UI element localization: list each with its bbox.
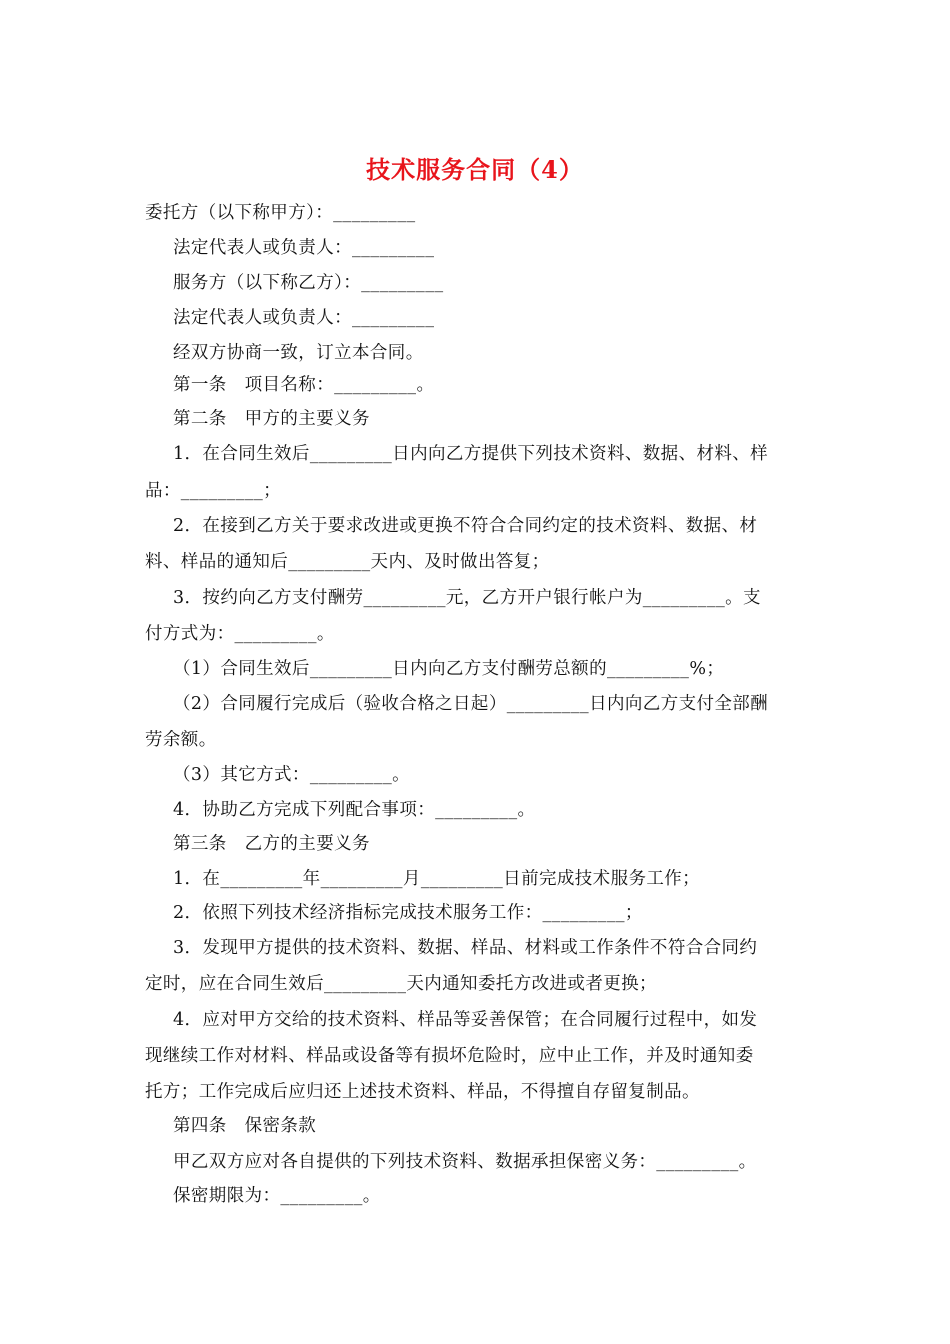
clause-line: 付方式为：_________。 <box>145 624 335 644</box>
clause-line: 定时，应在合同生效后_________天内通知委托方改进或者更换； <box>145 974 657 994</box>
document-title: 技术服务合同（4） <box>366 155 584 184</box>
clause-line: 4．协助乙方完成下列配合事项：_________。 <box>173 800 536 820</box>
clause-line: （3）其它方式：_________。 <box>173 765 411 785</box>
clause-line: 甲乙双方应对各自提供的下列技术资料、数据承担保密义务：_________。 <box>173 1152 757 1172</box>
section-heading: 第三条 乙方的主要义务 <box>173 834 370 854</box>
clause-line: 2．在接到乙方关于要求改进或更换不符合合同约定的技术资料、数据、材 <box>173 516 758 536</box>
section-heading: 第二条 甲方的主要义务 <box>173 409 370 429</box>
clause-line: 服务方（以下称乙方）：_________ <box>173 273 444 293</box>
clause-line: 第一条 项目名称：_________。 <box>173 375 435 395</box>
clause-line: 2．依照下列技术经济指标完成技术服务工作：_________； <box>173 903 643 923</box>
clause-line: 托方；工作完成后应归还上述技术资料、样品，不得擅自存留复制品。 <box>145 1082 700 1102</box>
clause-line: 现继续工作对材料、样品或设备等有损坏危险时，应中止工作，并及时通知委 <box>145 1046 754 1066</box>
clause-line: 委托方（以下称甲方）：_________ <box>145 203 416 223</box>
clause-line: 3．发现甲方提供的技术资料、数据、样品、材料或工作条件不符合合同约 <box>173 938 758 958</box>
clause-line: 保密期限为：_________。 <box>173 1186 381 1206</box>
clause-line: （1）合同生效后_________日内向乙方支付酬劳总额的_________%； <box>173 659 725 679</box>
clause-line: 料、样品的通知后_________天内、及时做出答复； <box>145 552 550 572</box>
clause-line: 1．在_________年_________月_________日前完成技术服务工作； <box>173 869 701 889</box>
clause-line: 法定代表人或负责人：_________ <box>173 238 435 258</box>
clause-line: 1．在合同生效后_________日内向乙方提供下列技术资料、数据、材料、样 <box>173 444 769 464</box>
clause-line: 法定代表人或负责人：_________ <box>173 308 435 328</box>
clause-line: 经双方协商一致，订立本合同。 <box>173 343 424 363</box>
clause-line: 品：_________； <box>145 481 282 501</box>
clause-line: 3．按约向乙方支付酬劳_________元，乙方开户银行帐户为_________。支 <box>173 588 761 608</box>
clause-line: 4．应对甲方交给的技术资料、样品等妥善保管；在合同履行过程中，如发 <box>173 1010 758 1030</box>
clause-line: 劳余额。 <box>145 730 217 750</box>
section-heading: 第四条 保密条款 <box>173 1116 317 1136</box>
clause-line: （2）合同履行完成后（验收合格之日起）_________日内向乙方支付全部酬 <box>173 694 769 714</box>
